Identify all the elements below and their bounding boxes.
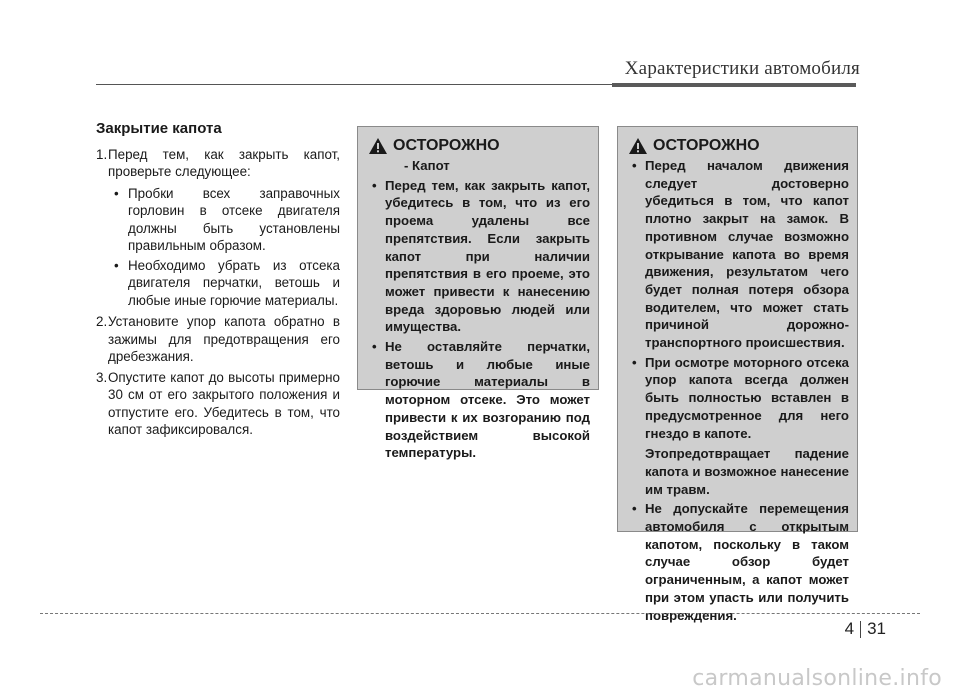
warning-item — [628, 354, 849, 443]
warning-triangle-icon — [628, 137, 648, 155]
step-text: Установите упор капота обратно в зажимы для предотвращения его дребезжания. — [108, 314, 340, 364]
warning-item-text: При осмотре моторного отсека упор капота всегда должен быть полностью вставлен в предусмотренное для него гнездо в капоте. — [645, 354, 849, 441]
step-2 — [96, 313, 340, 366]
warning-item-note: Этопредотвращает падение капота и возможное нанесение им травм. — [645, 446, 849, 497]
step-text: Перед тем, как закрыть капот, проверьте следующее: — [108, 146, 340, 179]
warning-items — [368, 177, 590, 462]
warning-subheading: - Капот — [404, 158, 450, 173]
step-number: 2. — [96, 314, 108, 329]
bullet-item: • Пробки всех заправочных горловин в отсеке двигателя должны быть установлены правильным образом. — [108, 185, 340, 255]
step-number: 1. — [96, 146, 108, 162]
warning-items — [628, 157, 849, 442]
warning-heading — [628, 137, 849, 155]
warning-heading-text: ОСТОРОЖНО — [393, 137, 500, 155]
section-heading: Закрытие капота — [96, 120, 222, 137]
warning-item: • Не допускайте перемещения автомобиля с открытым капотом, поскольку в таком случае обзор будет ограниченным, а капот может при этом упасть или получить повреждения. — [628, 500, 849, 624]
watermark: carmanualsonline.info — [692, 666, 942, 691]
warning-heading-text: ОСТОРОЖНО — [653, 137, 760, 155]
step-1 — [96, 146, 340, 310]
warning-item: • Перед началом движения следует достоверно убедиться в том, что капот плотно закрыт на замок. В противном случае возможно открывание капота во время движения, результатом чего будет полная потеря обзора водителем, что может стать причиной дорожно-транспортного происшествия. — [628, 157, 849, 352]
steps-list — [96, 146, 340, 439]
header-section-title: Характеристики автомобиля — [624, 58, 860, 79]
page-number — [845, 619, 886, 639]
warning-item: • Не оставляйте перчатки, ветошь и любые иные горючие материалы в моторном отсеке. Это может привести к их возгоранию под воздействием высокой температуры. — [368, 338, 590, 462]
step-3 — [96, 369, 340, 439]
page-number-value: 31 — [867, 619, 886, 638]
warning-item: • Перед тем, как закрыть капот, убедитесь в том, что из его проема удалены все препятствия. Если закрыть капот при наличии препятствия в его проеме, это может привести к нанесению вреда здоровью людей или имущества. — [368, 177, 590, 336]
warning-box-hood — [357, 126, 599, 461]
chapter-number: 4 — [844, 619, 855, 638]
warning-items-continued — [628, 500, 849, 624]
main-column — [96, 120, 340, 442]
step-text: Опустите капот до высоты примерно 30 см от его закрытого положения и отпустите его. Убедитесь в том, что капот зафиксировался. — [108, 369, 340, 437]
bullet-item: • Необходимо убрать из отсека двигателя перчатки, ветошь и любые иные горючие материалы. — [108, 257, 340, 310]
step-number: 3. — [96, 369, 108, 385]
step-1-bullets — [108, 185, 340, 310]
warning-box-driving — [617, 126, 858, 623]
warning-heading — [368, 137, 590, 155]
header-accent-bar — [612, 83, 856, 87]
footer-divider — [40, 613, 920, 614]
warning-triangle-icon — [368, 137, 388, 155]
